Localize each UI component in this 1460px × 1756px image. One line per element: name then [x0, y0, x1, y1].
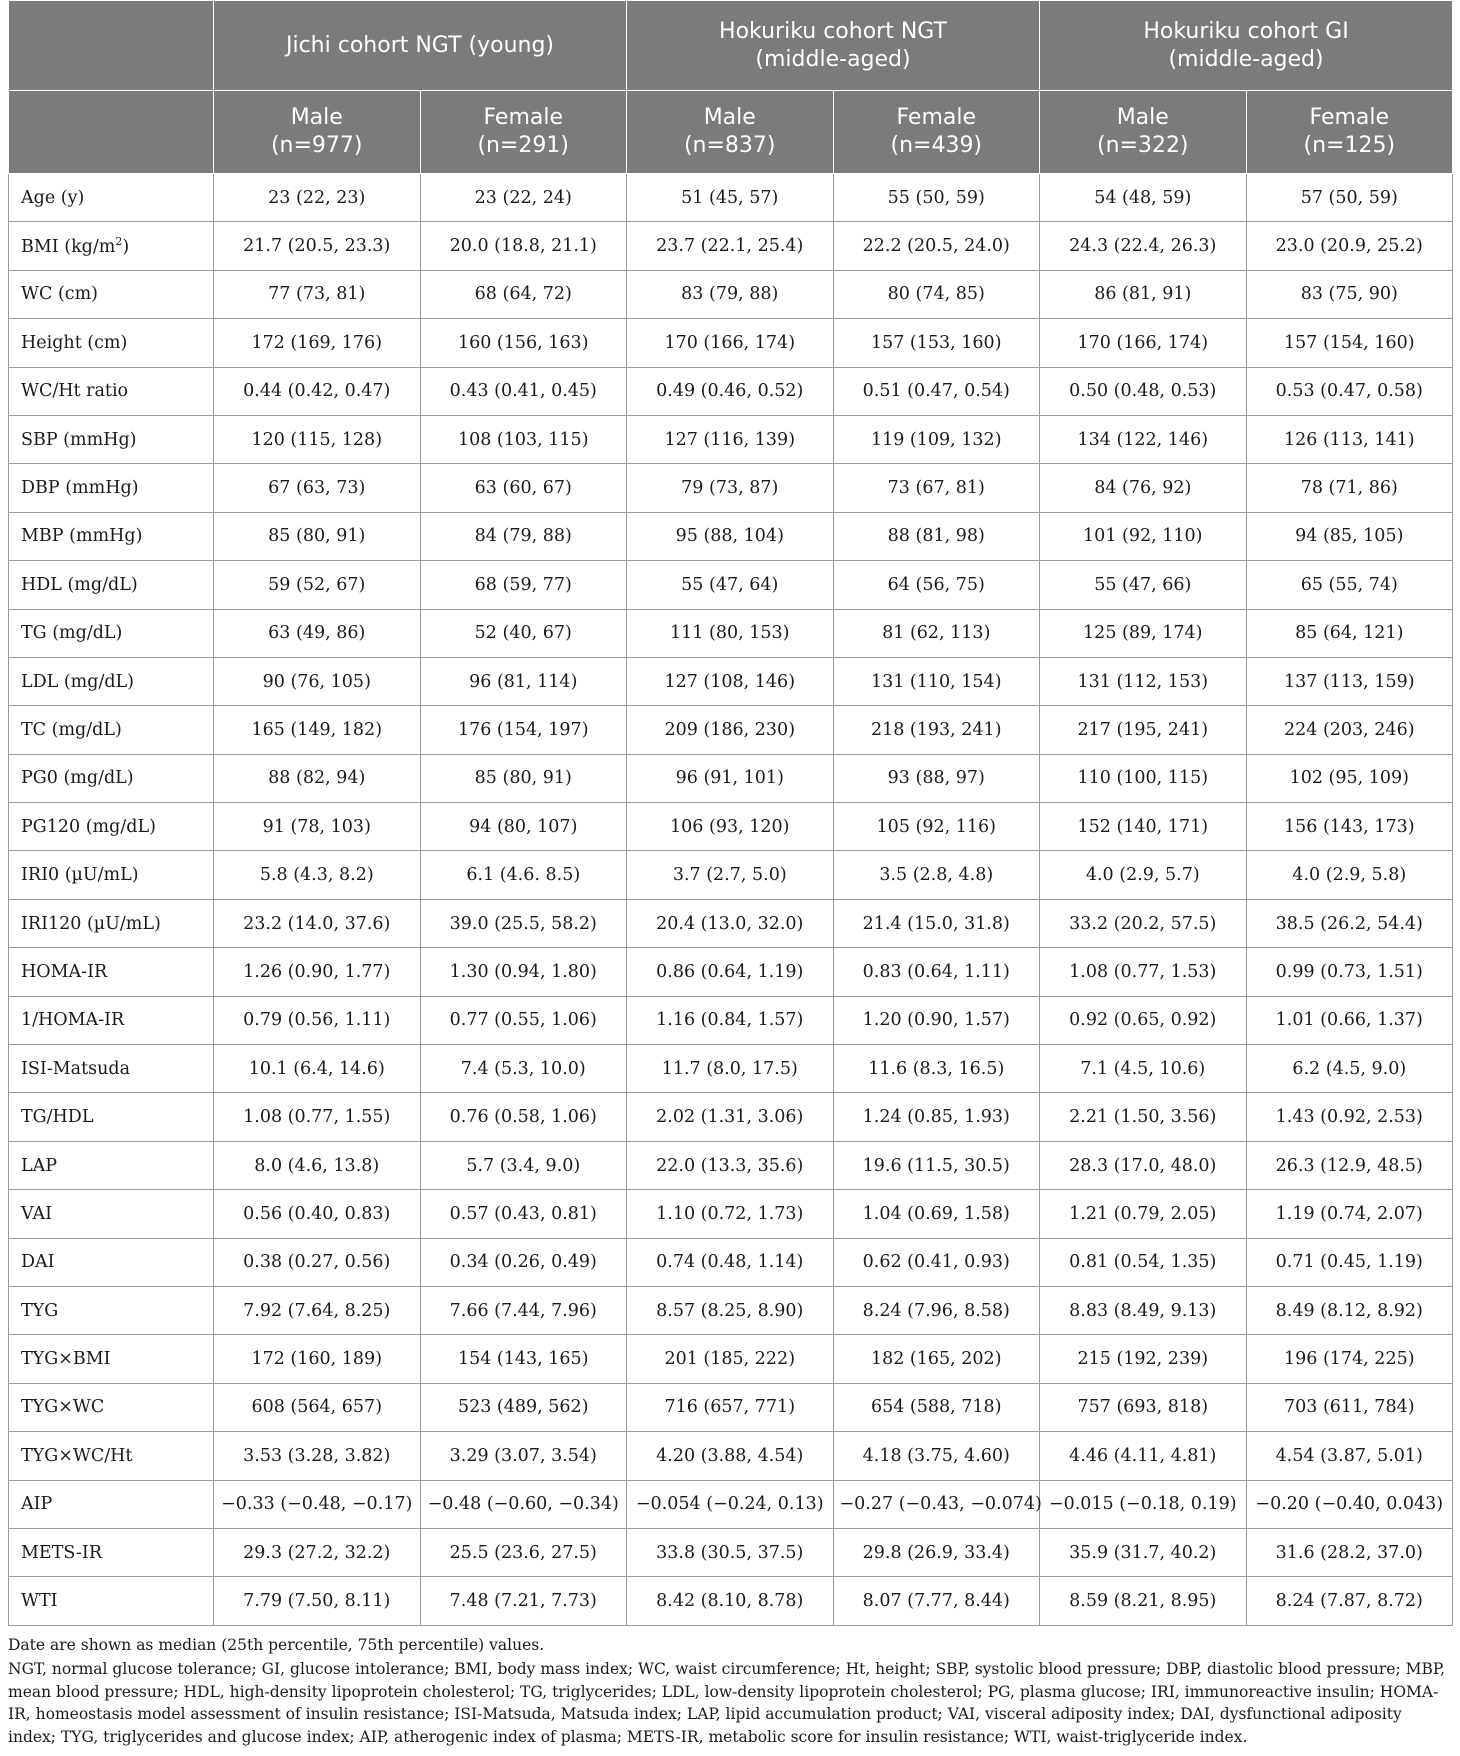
table-cell: 218 (193, 241)	[833, 706, 1040, 754]
row-label	[9, 899, 214, 947]
row-label	[9, 222, 214, 270]
table-cell: 1.20 (0.90, 1.57)	[833, 996, 1040, 1044]
header-corner	[9, 1, 214, 91]
table-cell: 0.92 (0.65, 0.92)	[1040, 996, 1247, 1044]
header-group-line2: (middle-aged)	[1168, 46, 1324, 72]
table-cell: 215 (192, 239)	[1040, 1335, 1247, 1383]
row-label	[9, 464, 214, 512]
table-cell: 201 (185, 222)	[627, 1335, 834, 1383]
table-cell: 21.4 (15.0, 31.8)	[833, 899, 1040, 947]
table-cell: 111 (80, 153)	[627, 609, 834, 657]
table-cell: 88 (81, 98)	[833, 512, 1040, 560]
row-label	[9, 609, 214, 657]
row-label	[9, 996, 214, 1044]
table-body	[9, 174, 1453, 1626]
table-cell: 22.2 (20.5, 24.0)	[833, 222, 1040, 270]
row-label-text: METS-IR	[21, 1542, 102, 1563]
table-cell: 156 (143, 173)	[1246, 803, 1453, 851]
table-cell: 33.8 (30.5, 37.5)	[627, 1528, 834, 1576]
table-cell: 77 (73, 81)	[214, 270, 421, 318]
row-label	[9, 174, 214, 222]
table-row	[9, 851, 1453, 899]
table-row	[9, 1432, 1453, 1480]
table-row	[9, 1528, 1453, 1576]
table-row	[9, 1335, 1453, 1383]
table-cell: 4.0 (2.9, 5.7)	[1040, 851, 1247, 899]
row-label	[9, 1577, 214, 1625]
table-cell: 96 (81, 114)	[420, 657, 627, 705]
table-cell: 19.6 (11.5, 30.5)	[833, 1141, 1040, 1189]
table-cell: 94 (85, 105)	[1246, 512, 1453, 560]
row-label-text: TYG×BMI	[21, 1349, 111, 1370]
table-cell: 3.53 (3.28, 3.82)	[214, 1432, 421, 1480]
row-label	[9, 415, 214, 463]
table-cell: 8.42 (8.10, 8.78)	[627, 1577, 834, 1625]
table-cell: 23.7 (22.1, 25.4)	[627, 222, 834, 270]
table-cell: 608 (564, 657)	[214, 1383, 421, 1431]
table-cell: 127 (116, 139)	[627, 415, 834, 463]
header-sub-jichi-male: Male (n=977)	[214, 91, 421, 174]
table-cell: 1.08 (0.77, 1.53)	[1040, 948, 1247, 996]
table-cell: 0.43 (0.41, 0.45)	[420, 367, 627, 415]
table-row	[9, 1141, 1453, 1189]
table-cell: 131 (112, 153)	[1040, 657, 1247, 705]
table-cell: 654 (588, 718)	[833, 1383, 1040, 1431]
table-cell: 7.92 (7.64, 8.25)	[214, 1286, 421, 1334]
table-cell: 55 (50, 59)	[833, 174, 1040, 222]
table-cell: 134 (122, 146)	[1040, 415, 1247, 463]
table-cell: 7.79 (7.50, 8.11)	[214, 1577, 421, 1625]
table-cell: 23.0 (20.9, 25.2)	[1246, 222, 1453, 270]
table-cell: 81 (62, 113)	[833, 609, 1040, 657]
table-footnotes	[8, 1634, 1452, 1749]
header-sub-hokuriku-gi-female: Female (n=125)	[1246, 91, 1453, 174]
table-cell: 8.24 (7.96, 8.58)	[833, 1286, 1040, 1334]
row-label	[9, 1190, 214, 1238]
table-cell: 0.71 (0.45, 1.19)	[1246, 1238, 1453, 1286]
table-cell: 2.02 (1.31, 3.06)	[627, 1093, 834, 1141]
table-cell: 0.50 (0.48, 0.53)	[1040, 367, 1247, 415]
table-cell: 64 (56, 75)	[833, 561, 1040, 609]
table-row	[9, 657, 1453, 705]
table-row	[9, 1190, 1453, 1238]
table-cell: 703 (611, 784)	[1246, 1383, 1453, 1431]
table-cell: 1.10 (0.72, 1.73)	[627, 1190, 834, 1238]
header-sub-hokuriku-gi-male: Male (n=322)	[1040, 91, 1247, 174]
table-container	[8, 0, 1452, 1748]
row-label	[9, 1432, 214, 1480]
table-cell: 84 (79, 88)	[420, 512, 627, 560]
table-cell: 0.57 (0.43, 0.81)	[420, 1190, 627, 1238]
table-cell: 6.1 (4.6. 8.5)	[420, 851, 627, 899]
table-cell: 23 (22, 24)	[420, 174, 627, 222]
table-cell: 57 (50, 59)	[1246, 174, 1453, 222]
table-cell: 11.6 (8.3, 16.5)	[833, 1045, 1040, 1093]
table-row	[9, 174, 1453, 222]
table-row	[9, 415, 1453, 463]
row-label	[9, 1383, 214, 1431]
table-cell: 0.99 (0.73, 1.51)	[1246, 948, 1453, 996]
table-cell: 0.81 (0.54, 1.35)	[1040, 1238, 1247, 1286]
row-label-text: WC (cm)	[21, 284, 98, 305]
row-label	[9, 1238, 214, 1286]
row-label-text: MBP (mmHg)	[21, 526, 143, 547]
row-label	[9, 1045, 214, 1093]
table-row	[9, 561, 1453, 609]
table-cell: 172 (160, 189)	[214, 1335, 421, 1383]
table-cell: 209 (186, 230)	[627, 706, 834, 754]
table-row	[9, 270, 1453, 318]
table-cell: 1.26 (0.90, 1.77)	[214, 948, 421, 996]
table-row	[9, 609, 1453, 657]
table-cell: 0.76 (0.58, 1.06)	[420, 1093, 627, 1141]
row-label-text: WTI	[21, 1591, 58, 1612]
table-cell: 73 (67, 81)	[833, 464, 1040, 512]
row-label-text: BMI (kg/m	[21, 237, 116, 257]
table-cell: 0.77 (0.55, 1.06)	[420, 996, 627, 1044]
table-cell: 523 (489, 562)	[420, 1383, 627, 1431]
table-cell: −0.33 (−0.48, −0.17)	[214, 1480, 421, 1528]
header-corner-sub	[9, 91, 214, 174]
table-cell: 1.21 (0.79, 2.05)	[1040, 1190, 1247, 1238]
row-label-text: Age (y)	[21, 187, 85, 208]
table-cell: 3.5 (2.8, 4.8)	[833, 851, 1040, 899]
table-cell: 0.38 (0.27, 0.56)	[214, 1238, 421, 1286]
table-cell: 26.3 (12.9, 48.5)	[1246, 1141, 1453, 1189]
table-cell: 176 (154, 197)	[420, 706, 627, 754]
table-cell: 4.54 (3.87, 5.01)	[1246, 1432, 1453, 1480]
table-cell: 29.3 (27.2, 32.2)	[214, 1528, 421, 1576]
table-cell: 10.1 (6.4, 14.6)	[214, 1045, 421, 1093]
table-cell: 35.9 (31.7, 40.2)	[1040, 1528, 1247, 1576]
row-label-text: HOMA-IR	[21, 961, 108, 982]
header-group-line1: Jichi cohort NGT (young)	[285, 32, 555, 58]
row-label-text: PG0 (mg/dL)	[21, 768, 134, 789]
row-label-text: TYG	[21, 1300, 59, 1321]
table-cell: 217 (195, 241)	[1040, 706, 1247, 754]
table-cell: 68 (59, 77)	[420, 561, 627, 609]
table-cell: 160 (156, 163)	[420, 319, 627, 367]
table-cell: 29.8 (26.9, 33.4)	[833, 1528, 1040, 1576]
table-cell: 224 (203, 246)	[1246, 706, 1453, 754]
row-label	[9, 512, 214, 560]
table-cell: 0.56 (0.40, 0.83)	[214, 1190, 421, 1238]
row-label-text: TC (mg/dL)	[21, 719, 122, 740]
table-cell: 83 (79, 88)	[627, 270, 834, 318]
table-cell: 0.44 (0.42, 0.47)	[214, 367, 421, 415]
table-cell: 31.6 (28.2, 37.0)	[1246, 1528, 1453, 1576]
table-cell: 6.2 (4.5, 9.0)	[1246, 1045, 1453, 1093]
table-cell: 165 (149, 182)	[214, 706, 421, 754]
table-row	[9, 899, 1453, 947]
row-label-text: DBP (mmHg)	[21, 478, 139, 499]
table-header	[9, 1, 1453, 174]
table-row	[9, 803, 1453, 851]
table-cell: 157 (154, 160)	[1246, 319, 1453, 367]
table-row	[9, 367, 1453, 415]
row-label-text: SBP (mmHg)	[21, 429, 137, 450]
table-cell: 102 (95, 109)	[1246, 754, 1453, 802]
table-cell: 20.4 (13.0, 32.0)	[627, 899, 834, 947]
table-cell: 79 (73, 87)	[627, 464, 834, 512]
table-cell: 120 (115, 128)	[214, 415, 421, 463]
row-label-text: TG/HDL	[21, 1107, 94, 1128]
table-cell: 152 (140, 171)	[1040, 803, 1247, 851]
row-label	[9, 851, 214, 899]
table-cell: 0.34 (0.26, 0.49)	[420, 1238, 627, 1286]
table-cell: 65 (55, 74)	[1246, 561, 1453, 609]
row-label	[9, 270, 214, 318]
table-cell: 1.01 (0.66, 1.37)	[1246, 996, 1453, 1044]
header-group-line1: Hokuriku cohort NGT	[719, 18, 947, 44]
table-cell: 4.18 (3.75, 4.60)	[833, 1432, 1040, 1480]
row-label-tail: )	[122, 237, 130, 257]
header-sub-hokuriku-ngt-female: Female (n=439)	[833, 91, 1040, 174]
table-cell: 170 (166, 174)	[627, 319, 834, 367]
table-cell: 23 (22, 23)	[214, 174, 421, 222]
table-cell: 157 (153, 160)	[833, 319, 1040, 367]
table-cell: 8.07 (7.77, 8.44)	[833, 1577, 1040, 1625]
header-group-hokuriku-ngt	[627, 1, 1040, 91]
row-label-text: TG (mg/dL)	[21, 623, 123, 644]
row-label	[9, 319, 214, 367]
table-row	[9, 754, 1453, 802]
row-label-text: WC/Ht ratio	[21, 381, 129, 402]
table-cell: 106 (93, 120)	[627, 803, 834, 851]
row-label	[9, 1480, 214, 1528]
table-cell: 86 (81, 91)	[1040, 270, 1247, 318]
table-cell: 1.24 (0.85, 1.93)	[833, 1093, 1040, 1141]
table-row	[9, 1286, 1453, 1334]
row-label	[9, 657, 214, 705]
table-cell: 0.49 (0.46, 0.52)	[627, 367, 834, 415]
table-cell: 85 (80, 91)	[214, 512, 421, 560]
table-cell: 85 (64, 121)	[1246, 609, 1453, 657]
table-cell: −0.20 (−0.40, 0.043)	[1246, 1480, 1453, 1528]
table-cell: 3.29 (3.07, 3.54)	[420, 1432, 627, 1480]
row-label	[9, 1141, 214, 1189]
table-cell: 757 (693, 818)	[1040, 1383, 1247, 1431]
table-cell: 21.7 (20.5, 23.3)	[214, 222, 421, 270]
table-cell: 96 (91, 101)	[627, 754, 834, 802]
table-cell: 88 (82, 94)	[214, 754, 421, 802]
table-cell: 4.46 (4.11, 4.81)	[1040, 1432, 1247, 1480]
table-row	[9, 996, 1453, 1044]
table-cell: 105 (92, 116)	[833, 803, 1040, 851]
table-cell: 59 (52, 67)	[214, 561, 421, 609]
table-cell: 85 (80, 91)	[420, 754, 627, 802]
table-cell: 0.74 (0.48, 1.14)	[627, 1238, 834, 1286]
row-label	[9, 706, 214, 754]
table-cell: 68 (64, 72)	[420, 270, 627, 318]
table-cell: 90 (76, 105)	[214, 657, 421, 705]
table-cell: 84 (76, 92)	[1040, 464, 1247, 512]
table-cell: 196 (174, 225)	[1246, 1335, 1453, 1383]
row-label-superscript: 2	[115, 235, 123, 249]
row-label	[9, 754, 214, 802]
table-cell: 54 (48, 59)	[1040, 174, 1247, 222]
row-label-text: 1/HOMA-IR	[21, 1010, 125, 1031]
row-label-text: IRI0 (µU/mL)	[21, 865, 139, 886]
table-row	[9, 948, 1453, 996]
table-cell: 67 (63, 73)	[214, 464, 421, 512]
table-row	[9, 1577, 1453, 1625]
row-label	[9, 367, 214, 415]
table-cell: 7.66 (7.44, 7.96)	[420, 1286, 627, 1334]
table-cell: 5.8 (4.3, 8.2)	[214, 851, 421, 899]
table-row	[9, 1480, 1453, 1528]
table-cell: 0.86 (0.64, 1.19)	[627, 948, 834, 996]
table-cell: 716 (657, 771)	[627, 1383, 834, 1431]
table-cell: −0.054 (−0.24, 0.13)	[627, 1480, 834, 1528]
table-row	[9, 1238, 1453, 1286]
table-cell: 3.7 (2.7, 5.0)	[627, 851, 834, 899]
table-cell: 126 (113, 141)	[1246, 415, 1453, 463]
table-cell: 11.7 (8.0, 17.5)	[627, 1045, 834, 1093]
row-label	[9, 561, 214, 609]
table-cell: −0.27 (−0.43, −0.074)	[833, 1480, 1040, 1528]
table-cell: 83 (75, 90)	[1246, 270, 1453, 318]
table-cell: 22.0 (13.3, 35.6)	[627, 1141, 834, 1189]
row-label-text: IRI120 (µU/mL)	[21, 913, 161, 934]
table-cell: 7.1 (4.5, 10.6)	[1040, 1045, 1247, 1093]
table-cell: 1.04 (0.69, 1.58)	[833, 1190, 1040, 1238]
row-label	[9, 1335, 214, 1383]
row-label	[9, 1286, 214, 1334]
table-row	[9, 1093, 1453, 1141]
table-cell: 0.79 (0.56, 1.11)	[214, 996, 421, 1044]
table-cell: 170 (166, 174)	[1040, 319, 1247, 367]
table-cell: 182 (165, 202)	[833, 1335, 1040, 1383]
table-cell: 51 (45, 57)	[627, 174, 834, 222]
table-cell: 131 (110, 154)	[833, 657, 1040, 705]
row-label-text: TYG×WC	[21, 1397, 105, 1418]
table-row	[9, 319, 1453, 367]
table-cell: 110 (100, 115)	[1040, 754, 1247, 802]
row-label	[9, 803, 214, 851]
table-cell: 1.08 (0.77, 1.55)	[214, 1093, 421, 1141]
table-cell: 0.62 (0.41, 0.93)	[833, 1238, 1040, 1286]
table-row	[9, 512, 1453, 560]
table-cell: 4.20 (3.88, 4.54)	[627, 1432, 834, 1480]
table-cell: 1.30 (0.94, 1.80)	[420, 948, 627, 996]
table-cell: 172 (169, 176)	[214, 319, 421, 367]
table-cell: 0.83 (0.64, 1.11)	[833, 948, 1040, 996]
table-cell: 63 (60, 67)	[420, 464, 627, 512]
row-label-text: DAI	[21, 1252, 55, 1273]
table-cell: 55 (47, 66)	[1040, 561, 1247, 609]
footnote-abbreviations: NGT, normal glucose tolerance; GI, glucose intolerance; BMI, body mass index; WC, waist circumference; Ht, height; SBP, systolic blood pressure; DBP, diastolic blood pressure; MBP, mean blood pressure; HDL, high-density lipoprotein cholesterol; TG, triglycerides; LDL, low-density lipoprotein cholesterol; PG, plasma glucose; IRI, immunoreactive insulin; HOMA-IR, homeostasis model assessment of insulin resistance; ISI-Matsuda, Matsuda index; LAP, lipid accumulation product; VAI, visceral adiposity index; DAI, dysfunctional adiposity index; TYG, triglycerides and glucose index; AIP, atherogenic index of plasma; METS-IR, metabolic score for insulin resistance; WTI, waist-triglyceride index.	[8, 1660, 1446, 1746]
table-cell: 80 (74, 85)	[833, 270, 1040, 318]
table-cell: 23.2 (14.0, 37.6)	[214, 899, 421, 947]
table-cell: −0.015 (−0.18, 0.19)	[1040, 1480, 1247, 1528]
row-label-text: PG120 (mg/dL)	[21, 816, 156, 837]
row-label	[9, 948, 214, 996]
table-row	[9, 1383, 1453, 1431]
table-cell: 0.53 (0.47, 0.58)	[1246, 367, 1453, 415]
table-cell: 25.5 (23.6, 27.5)	[420, 1528, 627, 1576]
table-cell: 1.19 (0.74, 2.07)	[1246, 1190, 1453, 1238]
table-row	[9, 1045, 1453, 1093]
table-cell: 0.51 (0.47, 0.54)	[833, 367, 1040, 415]
table-cell: 78 (71, 86)	[1246, 464, 1453, 512]
footnote-data-description: Date are shown as median (25th percentile, 75th percentile) values.	[8, 1635, 545, 1654]
table-cell: 39.0 (25.5, 58.2)	[420, 899, 627, 947]
header-sub-hokuriku-ngt-male: Male (n=837)	[627, 91, 834, 174]
table-cell: 108 (103, 115)	[420, 415, 627, 463]
row-label-text: LAP	[21, 1155, 58, 1176]
table-cell: −0.48 (−0.60, −0.34)	[420, 1480, 627, 1528]
header-group-line1: Hokuriku cohort GI	[1143, 18, 1349, 44]
row-label-text: LDL (mg/dL)	[21, 671, 135, 692]
table-cell: 5.7 (3.4, 9.0)	[420, 1141, 627, 1189]
table-cell: 95 (88, 104)	[627, 512, 834, 560]
table-cell: 125 (89, 174)	[1040, 609, 1247, 657]
table-cell: 137 (113, 159)	[1246, 657, 1453, 705]
table-cell: 154 (143, 165)	[420, 1335, 627, 1383]
table-cell: 7.4 (5.3, 10.0)	[420, 1045, 627, 1093]
table-cell: 119 (109, 132)	[833, 415, 1040, 463]
table-cell: 7.48 (7.21, 7.73)	[420, 1577, 627, 1625]
table-cell: 8.83 (8.49, 9.13)	[1040, 1286, 1247, 1334]
table-cell: 1.16 (0.84, 1.57)	[627, 996, 834, 1044]
header-group-line2: (middle-aged)	[755, 46, 911, 72]
row-label-text: HDL (mg/dL)	[21, 574, 138, 595]
row-label-text: ISI-Matsuda	[21, 1058, 130, 1079]
table-cell: 93 (88, 97)	[833, 754, 1040, 802]
table-cell: 8.0 (4.6, 13.8)	[214, 1141, 421, 1189]
table-cell: 33.2 (20.2, 57.5)	[1040, 899, 1247, 947]
table-row	[9, 222, 1453, 270]
table-cell: 8.24 (7.87, 8.72)	[1246, 1577, 1453, 1625]
table-cell: 55 (47, 64)	[627, 561, 834, 609]
table-cell: 20.0 (18.8, 21.1)	[420, 222, 627, 270]
table-cell: 38.5 (26.2, 54.4)	[1246, 899, 1453, 947]
table-cell: 8.57 (8.25, 8.90)	[627, 1286, 834, 1334]
row-label-text: TYG×WC/Ht	[21, 1445, 133, 1466]
header-row-subgroups	[9, 91, 1453, 174]
header-group-hokuriku-gi	[1040, 1, 1453, 91]
table-row	[9, 464, 1453, 512]
table-cell: 8.49 (8.12, 8.92)	[1246, 1286, 1453, 1334]
header-row-groups	[9, 1, 1453, 91]
table-cell: 24.3 (22.4, 26.3)	[1040, 222, 1247, 270]
table-cell: 52 (40, 67)	[420, 609, 627, 657]
table-cell: 8.59 (8.21, 8.95)	[1040, 1577, 1247, 1625]
table-cell: 94 (80, 107)	[420, 803, 627, 851]
table-cell: 4.0 (2.9, 5.8)	[1246, 851, 1453, 899]
row-label	[9, 1528, 214, 1576]
data-table	[8, 0, 1453, 1626]
row-label-text: AIP	[21, 1494, 53, 1515]
table-cell: 63 (49, 86)	[214, 609, 421, 657]
table-row	[9, 706, 1453, 754]
row-label-text: VAI	[21, 1203, 53, 1224]
table-cell: 2.21 (1.50, 3.56)	[1040, 1093, 1247, 1141]
row-label	[9, 1093, 214, 1141]
header-group-jichi-ngt	[214, 1, 627, 91]
header-sub-jichi-female: Female (n=291)	[420, 91, 627, 174]
table-cell: 91 (78, 103)	[214, 803, 421, 851]
row-label-text: Height (cm)	[21, 332, 128, 353]
table-cell: 101 (92, 110)	[1040, 512, 1247, 560]
table-cell: 28.3 (17.0, 48.0)	[1040, 1141, 1247, 1189]
table-cell: 1.43 (0.92, 2.53)	[1246, 1093, 1453, 1141]
table-cell: 127 (108, 146)	[627, 657, 834, 705]
